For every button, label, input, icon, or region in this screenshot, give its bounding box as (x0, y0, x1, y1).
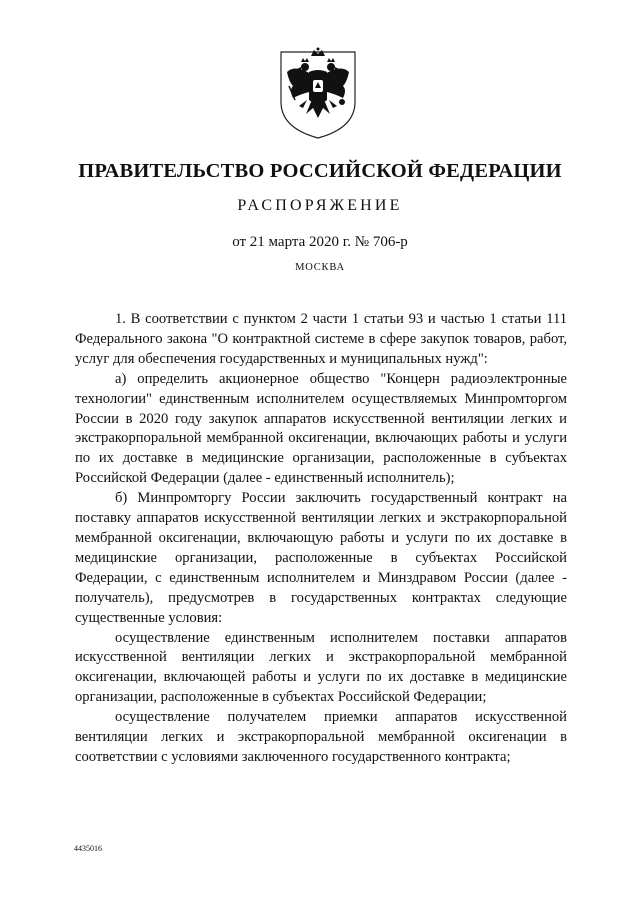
paragraph-b: б) Минпромторгу России заключить государственный контракт на поставку аппаратов искусственной вентиляции легких и экстракорпоральной мембранной оксигенации, включающую работы и услуги по их доставке в медицинские организации, расположенные в субъектах Российской Федерации, с единственным исполнителем и Минздравом России (далее - получатель), предусмотрев в государственных контрактах следующие существенные условия: (75, 490, 567, 626)
document-type-title: РАСПОРЯЖЕНИЕ (237, 197, 403, 214)
document-date-number: от 21 марта 2020 г. № 706-р (232, 234, 408, 250)
paragraph-1: 1. В соответствии с пунктом 2 части 1 статьи 93 и частью 1 статьи 111 Федерального закона "О контрактной системе в сфере закупок товаров, работ, услуг для обеспечения государственных и муниципальных нужд": (75, 311, 567, 367)
document-id: 4435016 (74, 844, 102, 853)
coat-of-arms-icon (273, 42, 363, 142)
paragraph-condition-2: осуществление получателем приемки аппаратов искусственной вентиляции легких и экстракорпоральной мембранной оксигенации в соответствии с условиями заключенного государственного контракта; (75, 709, 567, 765)
paragraph-condition-1: осуществление единственным исполнителем поставки аппаратов искусственной вентиляции легких и экстракорпоральной мембранной оксигенации, включающей работы и услуги по их доставке в медицинские организации, расположенные в субъектах Российской Федерации; (75, 629, 567, 706)
document-city: МОСКВА (295, 262, 345, 273)
government-title: ПРАВИТЕЛЬСТВО РОССИЙСКОЙ ФЕДЕРАЦИИ (78, 160, 562, 182)
paragraph-a: а) определить акционерное общество "Концерн радиоэлектронные технологии" единственным исполнителем осуществляемых Минпромторгом России в 2020 году закупок аппаратов искусственной вентиляции легких и экстракорпоральной мембранной оксигенации, включающих работы и услуги по их доставке в медицинские организации, расположенные в субъектах Российской Федерации (далее - единственный исполнитель); (75, 370, 567, 487)
document-body (75, 310, 567, 768)
